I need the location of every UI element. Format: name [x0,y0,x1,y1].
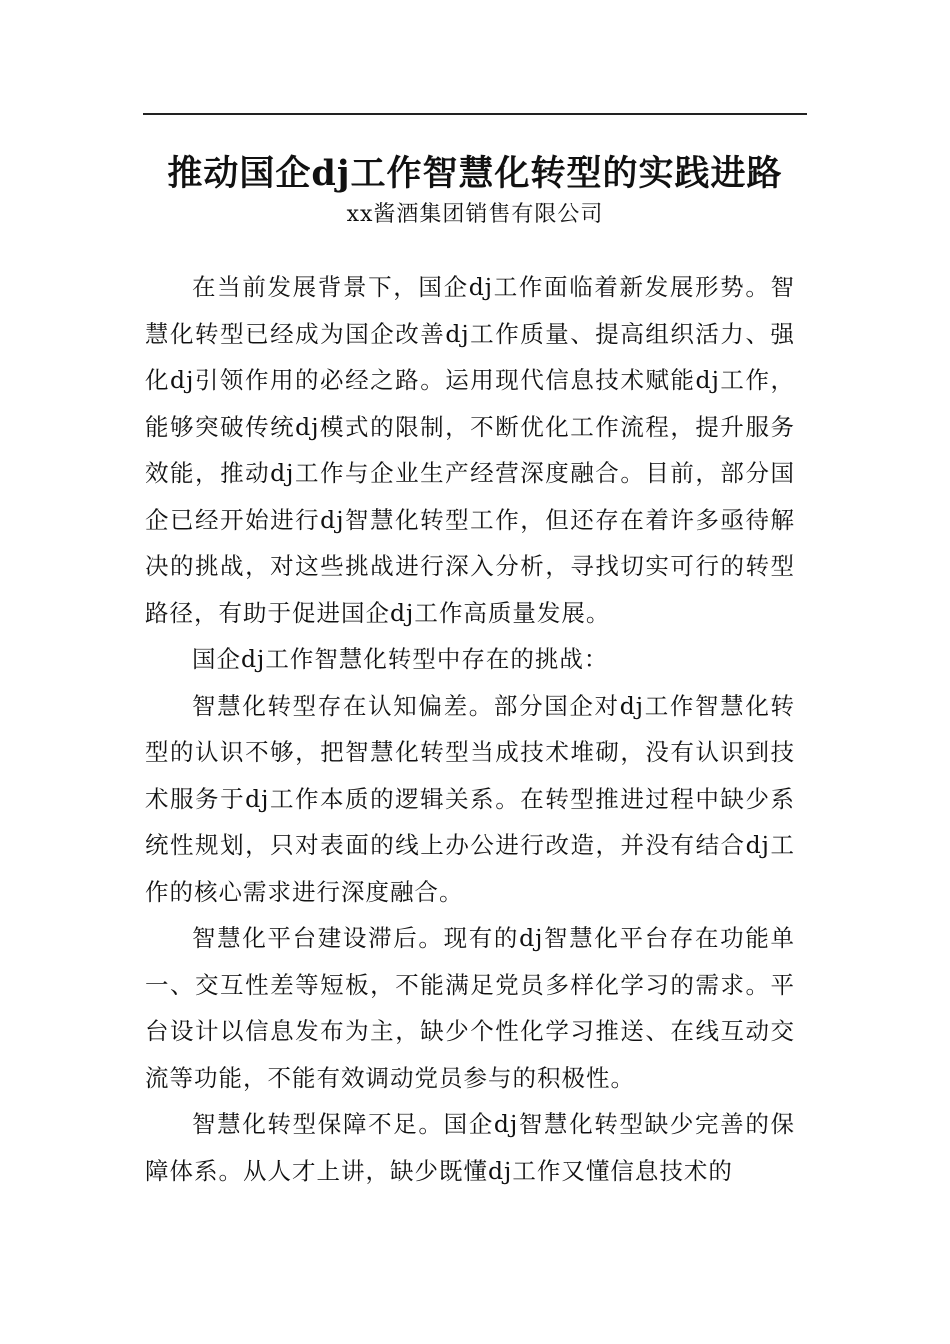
paragraph-intro: 在当前发展背景下，国企dj工作面临着新发展形势。智慧化转型已经成为国企改善dj工作质量、提高组织活力、强化dj引领作用的必经之路。运用现代信息技术赋能dj工作，能够突破传统dj模式的限制，不断优化工作流程，提升服务效能，推动dj工作与企业生产经营深度融合。目前，部分国企已经开始进行dj智慧化转型工作，但还存在着许多亟待解决的挑战，对这些挑战进行深入分析，寻找切实可行的转型路径，有助于促进国企dj工作高质量发展。 [145,273,795,627]
document-body [145,264,795,1194]
paragraph-platform: 智慧化平台建设滞后。现有的dj智慧化平台存在功能单一、交互性差等短板，不能满足党员多样化学习的需求。平台设计以信息发布为主，缺少个性化学习推送、在线互动交流等功能，不能有效调动党员参与的积极性。 [145,924,795,1092]
document-title: 推动国企dj工作智慧化转型的实践进路 [167,153,783,194]
paragraph-cognition: 智慧化转型存在认知偏差。部分国企对dj工作智慧化转型的认识不够，把智慧化转型当成技术堆砌，没有认识到技术服务于dj工作本质的逻辑关系。在转型推进过程中缺少系统性规划，只对表面的线上办公进行改造，并没有结合dj工作的核心需求进行深度融合。 [145,691,795,906]
paragraph-section-heading: 国企dj工作智慧化转型中存在的挑战： [192,645,609,673]
document-subtitle: xx酱酒集团销售有限公司 [346,202,604,227]
header-rule [143,113,807,115]
paragraph-support: 智慧化转型保障不足。国企dj智慧化转型缺少完善的保障体系。从人才上讲，缺少既懂dj工作又懂信息技术的 [145,1110,795,1185]
